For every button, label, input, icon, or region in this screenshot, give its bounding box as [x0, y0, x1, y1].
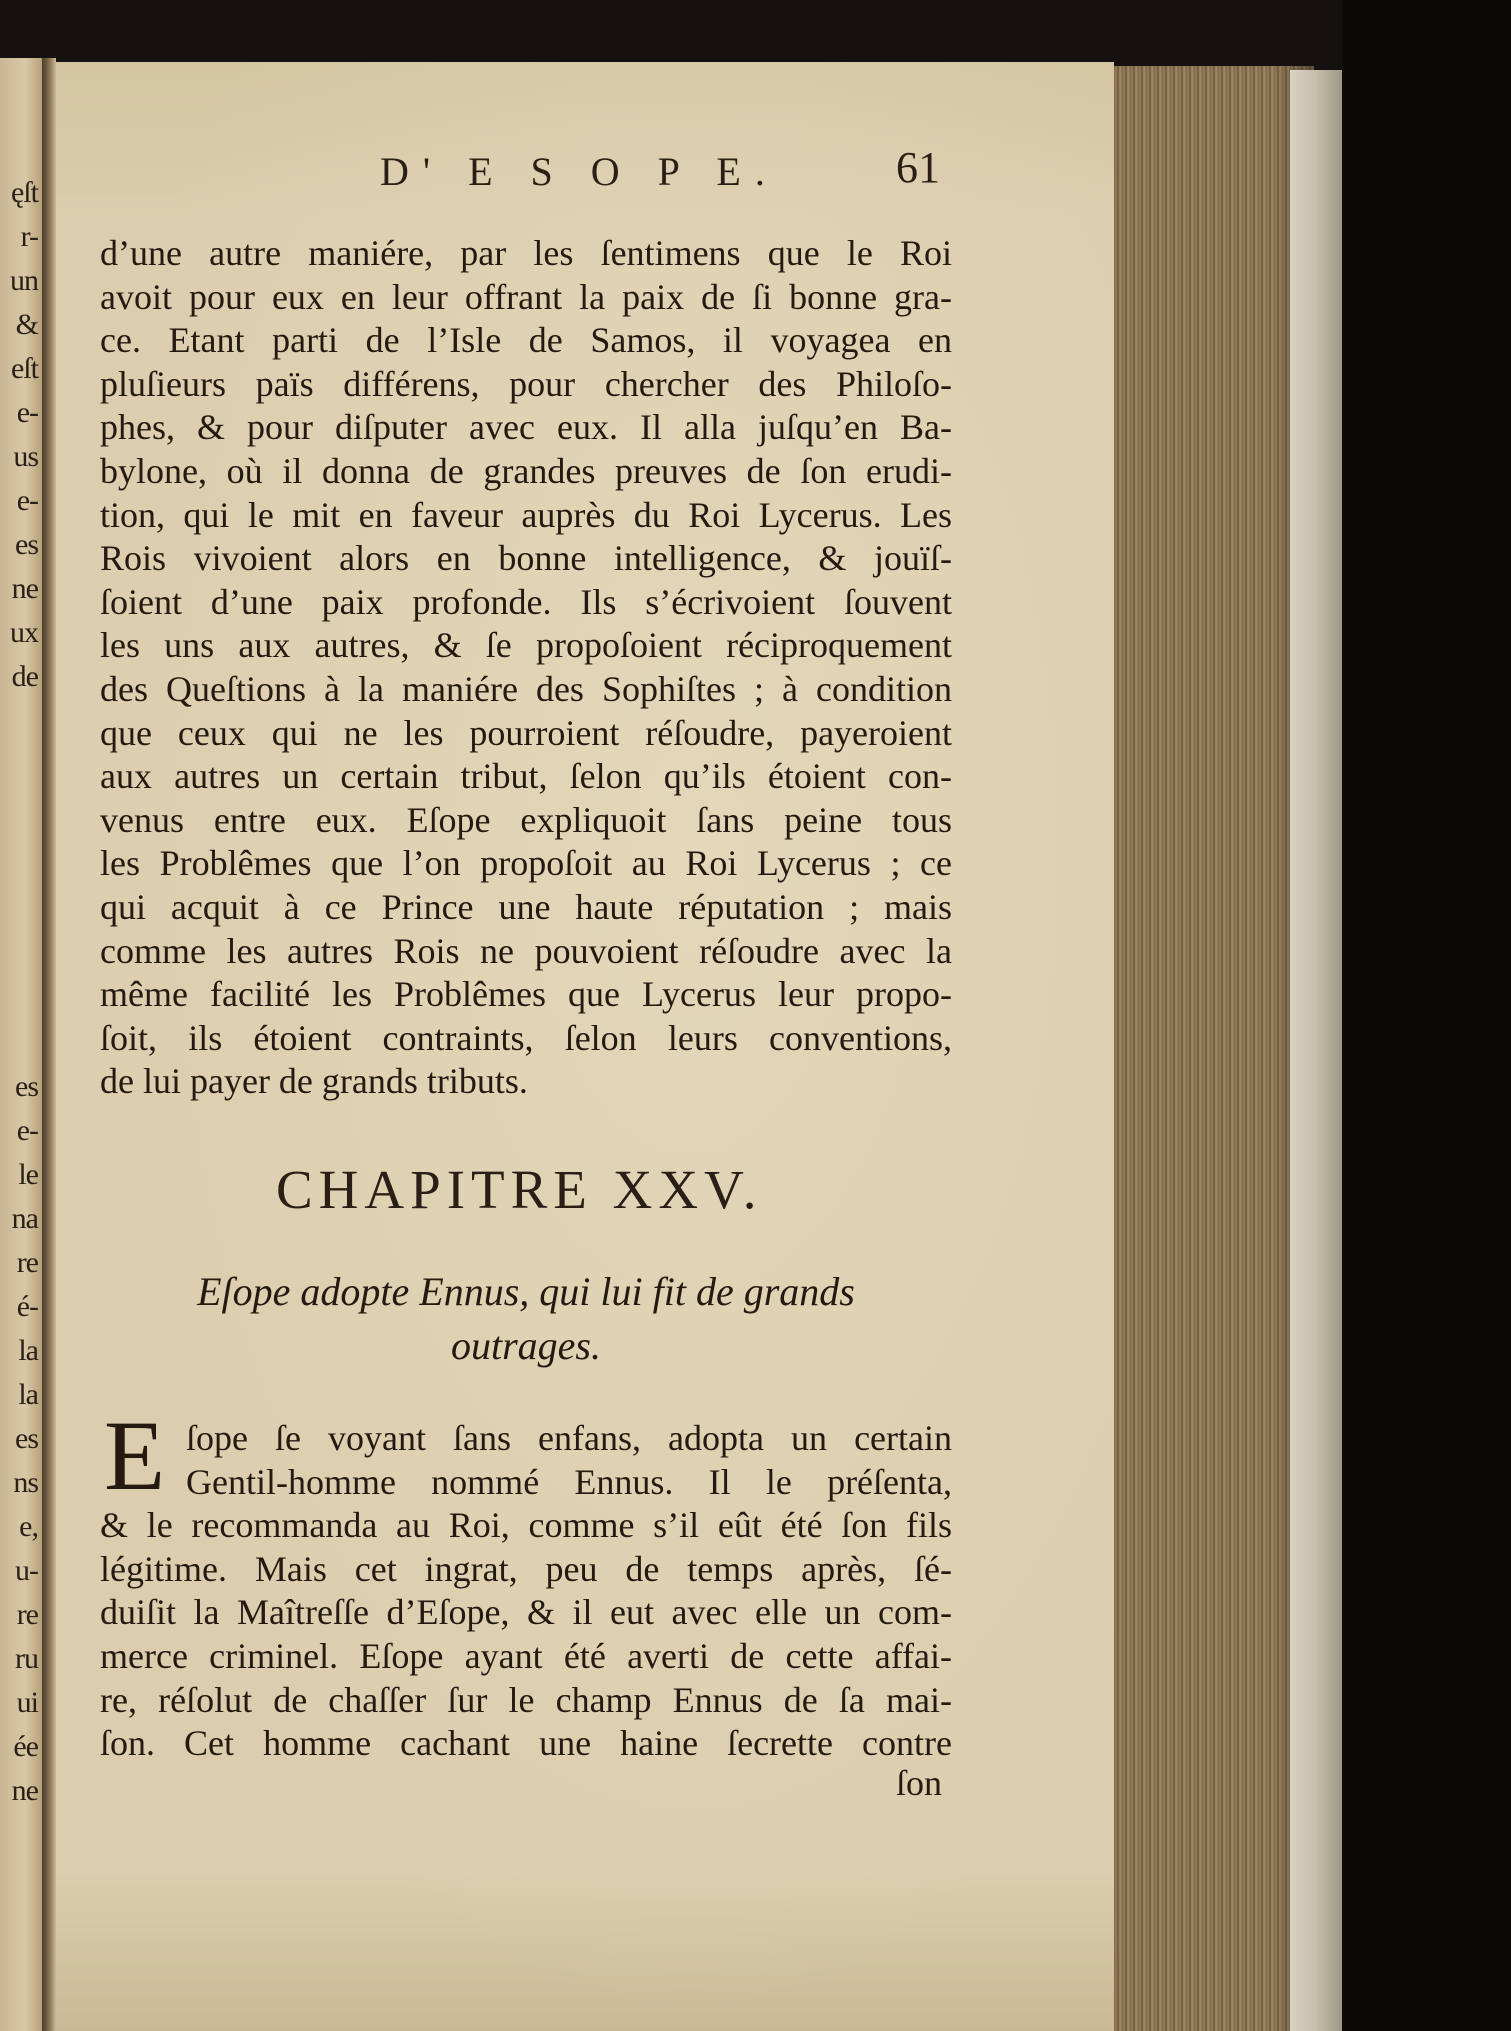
page-fragment: de [11, 660, 38, 693]
page-fragment: é- [16, 1290, 38, 1323]
page-fragment: & [15, 308, 38, 341]
page-fragment: la [18, 1378, 38, 1411]
text-line: qui acquit à ce Prince une haute réputation ; mais [100, 886, 952, 927]
page-fragment: ne [11, 572, 38, 605]
page-fragment: ru [15, 1642, 38, 1675]
text-line: comme les autres Rois ne pouvoient réſoudre avec la [100, 930, 952, 971]
text-line: aux autres un certain tribut, ſelon qu’ils étoient con- [100, 756, 952, 797]
catchword: ſon [896, 1763, 943, 1803]
text-line: avoit pour eux en leur offrant la paix de ſi bonne gra- [100, 276, 952, 317]
text-line: des Queſtions à la maniére des Sophiſtes ; à condition [100, 668, 952, 709]
book-gutter [42, 58, 56, 2031]
text-line: venus entre eux. Eſope expliquoit ſans peine tous [100, 799, 952, 840]
text-line: légitime. Mais cet ingrat, peu de temps après, ſé- [100, 1548, 952, 1589]
page-fragment: la [18, 1334, 38, 1367]
vellum-cover-edge [1290, 70, 1342, 2031]
paragraph-1 [100, 232, 952, 1104]
text-line: phes, & pour diſputer avec eux. Il alla juſqu’en Ba- [100, 407, 952, 448]
background [1342, 0, 1511, 2031]
running-head: D' E S O P E. [380, 149, 779, 194]
text-line: ſope ſe voyant ſans enfans, adopta un certain [186, 1418, 952, 1458]
page-fragment: e- [16, 1114, 38, 1147]
page-fragment: es [15, 1422, 38, 1455]
text-line: bylone, où il donna de grandes preuves de ſon erudi- [100, 450, 952, 491]
chapter-subtitle: Eſope adopte Ennus, qui lui fit de grands [197, 1269, 855, 1314]
chapter-subtitle: outrages. [451, 1323, 601, 1368]
page-fragment: ui [16, 1686, 38, 1719]
previous-page-edge [0, 58, 42, 2031]
page-fragment: es [15, 1070, 38, 1103]
page-fragment: r- [20, 220, 38, 253]
text-line: pluſieurs païs différens, pour chercher des Philoſo- [100, 363, 952, 404]
text-line: ce. Etant parti de l’Isle de Samos, il voyagea en [100, 320, 952, 361]
text-line: merce criminel. Eſope ayant été averti de cette affai- [100, 1635, 952, 1676]
page-fragment: ns [13, 1466, 38, 1499]
page-fragment: le [18, 1158, 38, 1191]
page-fragment: re [16, 1246, 38, 1279]
text-line: & le recommanda au Roi, comme s’il eût été ſon fils [100, 1505, 952, 1546]
text-line: re, réſolut de chaſſer ſur le champ Ennus de ſa mai- [100, 1679, 952, 1720]
page-fragment: e, [19, 1510, 38, 1543]
text-line: les uns aux autres, & ſe propoſoient réciproquement [100, 625, 952, 666]
page-fragment: e- [16, 484, 38, 517]
text-line: d’une autre maniére, par les ſentimens que le Roi [100, 233, 952, 273]
text-line: ſon. Cet homme cachant une haine ſecrette contre [100, 1723, 952, 1764]
text-line: tion, qui le mit en faveur auprès du Roi Lycerus. Les [100, 494, 952, 535]
page-fragment: us [13, 440, 38, 473]
page-fragment: re [16, 1598, 38, 1631]
text-line: même facilité les Problêmes que Lycerus leur propo- [100, 974, 952, 1015]
page-fragment: ęſt [11, 176, 38, 209]
page-fragment: u- [15, 1554, 38, 1587]
text-line: les Problêmes que l’on propoſoit au Roi Lycerus ; ce [100, 843, 952, 884]
drop-cap: E [104, 1400, 166, 1511]
text-line: ſoient d’une paix profonde. Ils s’écrivoient ſouvent [100, 581, 952, 622]
text-line: Gentil-homme nommé Ennus. Il le préſenta, [186, 1461, 952, 1502]
page-fragment: eſt [11, 352, 38, 385]
page-fragment: e- [16, 396, 38, 429]
page-fore-edge [1114, 66, 1314, 2031]
page-fragment: ée [13, 1730, 38, 1763]
text-line: que ceux qui ne les pourroient réſoudre, payeroient [100, 712, 952, 753]
page-fragment: un [10, 264, 38, 297]
page-fragment: na [11, 1202, 38, 1235]
text-line: ſoit, ils étoient contraints, ſelon leurs conventions, [100, 1017, 952, 1058]
text-line: duiſit la Maîtreſſe d’Eſope, & il eut avec elle un com- [100, 1592, 952, 1633]
page-fragment: ne [11, 1774, 38, 1807]
page-fragment: es [15, 528, 38, 561]
text-line: de lui payer de grands tributs. [100, 1061, 528, 1102]
chapter-title: CHAPITRE XXV. [276, 1159, 763, 1220]
page-number: 61 [896, 143, 940, 192]
paragraph-2 [100, 1417, 952, 1766]
text-line: Rois vivoient alors en bonne intelligence, & jouïſ- [100, 538, 952, 579]
page-fragment: ux [10, 616, 38, 649]
